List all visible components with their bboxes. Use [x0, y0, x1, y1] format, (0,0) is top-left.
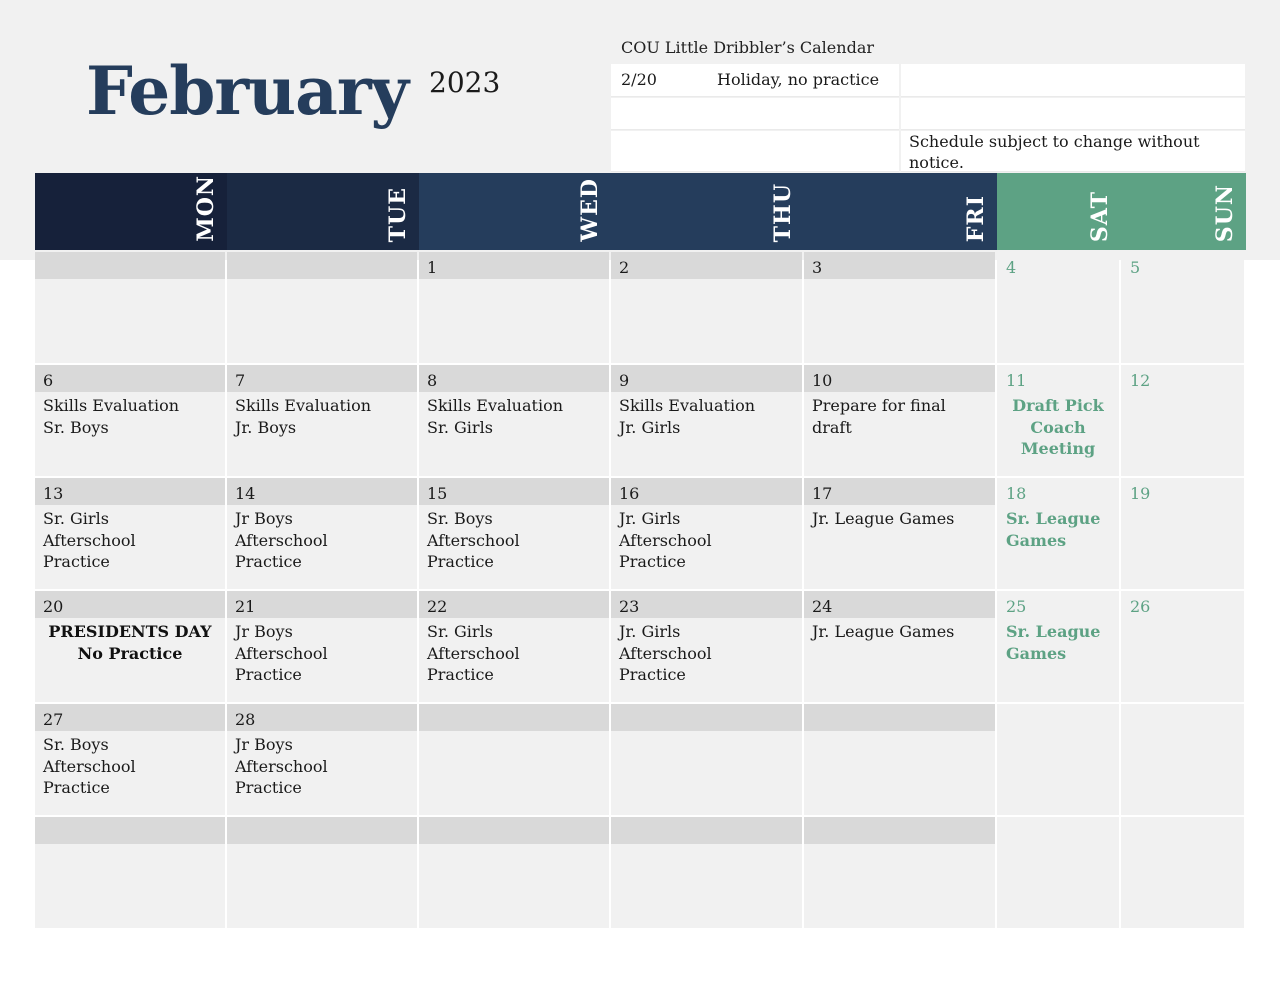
weekday-label: SAT — [1087, 190, 1113, 242]
event-line: Jr. Boys — [235, 417, 297, 437]
day-header-strip — [611, 704, 802, 731]
day-event-text — [1006, 508, 1115, 551]
day-number: 6 — [43, 371, 54, 390]
day-event-text — [812, 395, 989, 438]
saturday-cell[interactable] — [997, 478, 1119, 589]
day-event-text — [427, 621, 603, 686]
event-line: Afterschool — [619, 643, 712, 663]
day-event-text — [812, 621, 989, 643]
day-cell[interactable] — [419, 478, 609, 589]
event-line: Sr. Boys — [43, 417, 109, 437]
day-header-strip — [804, 817, 995, 844]
day-header-strip — [611, 252, 802, 279]
day-cell[interactable] — [804, 704, 995, 815]
day-event-text — [997, 395, 1119, 460]
event-line: Practice — [619, 552, 686, 571]
calendar-week-row — [35, 365, 1246, 476]
event-line: Meeting — [1020, 439, 1096, 458]
event-line: Jr. League Games — [812, 622, 955, 641]
day-cell[interactable] — [419, 252, 609, 363]
event-line: Sr. Girls — [43, 509, 109, 528]
day-number: 15 — [427, 484, 448, 503]
day-header-strip — [227, 591, 417, 618]
day-header-strip — [35, 478, 225, 505]
event-line: Sr. League — [1006, 622, 1101, 641]
day-cell[interactable] — [227, 817, 417, 928]
event-line: Draft Pick — [1012, 396, 1104, 415]
event-line: Afterschool — [235, 530, 328, 550]
day-cell[interactable] — [611, 478, 802, 589]
event-line: Afterschool — [43, 756, 136, 776]
day-header-strip — [804, 252, 995, 279]
day-cell[interactable] — [35, 252, 225, 363]
day-number: 12 — [1130, 371, 1151, 390]
day-event-text — [235, 621, 411, 686]
event-line: Practice — [427, 552, 494, 571]
weekday-label: FRI — [963, 194, 989, 242]
weekday-label: THU — [770, 182, 796, 242]
sunday-cell[interactable] — [1121, 252, 1244, 363]
saturday-cell[interactable] — [997, 365, 1119, 476]
calendar-week-row — [35, 704, 1246, 815]
day-cell[interactable] — [611, 704, 802, 815]
weekday-label: SUN — [1212, 183, 1238, 242]
note-text: Holiday, no practice — [717, 70, 880, 89]
day-cell[interactable] — [419, 817, 609, 928]
calendar-week-row — [35, 478, 1246, 589]
event-line: Practice — [43, 552, 110, 571]
day-cell[interactable] — [35, 478, 225, 589]
day-number: 26 — [1130, 597, 1151, 616]
event-line: Jr. Girls — [619, 417, 681, 437]
day-number: 5 — [1130, 258, 1141, 277]
event-line: Afterschool — [427, 530, 520, 550]
day-header-strip — [35, 817, 225, 844]
event-line: Afterschool — [235, 756, 328, 776]
weekday-header-mon — [35, 173, 227, 250]
notes-cell — [611, 131, 899, 172]
weekday-header-sun — [1121, 173, 1246, 250]
weekday-label: TUE — [385, 186, 411, 242]
day-header-strip — [419, 591, 609, 618]
day-event-text — [235, 508, 411, 573]
day-header-strip — [227, 478, 417, 505]
day-number: 7 — [235, 371, 246, 390]
event-line: Practice — [43, 778, 110, 797]
day-number: 18 — [1006, 484, 1027, 503]
day-number: 13 — [43, 484, 64, 503]
day-number: 8 — [427, 371, 438, 390]
sunday-cell[interactable] — [1121, 704, 1244, 815]
event-line: Sr. Girls — [427, 622, 493, 641]
weekday-header-wed — [419, 173, 611, 250]
event-line: Practice — [427, 665, 494, 684]
day-cell[interactable] — [227, 365, 417, 476]
day-cell[interactable] — [227, 252, 417, 363]
weekday-header-thu — [611, 173, 804, 250]
day-cell[interactable] — [804, 252, 995, 363]
day-header-strip — [35, 252, 225, 279]
day-header-strip — [35, 704, 225, 731]
event-line: Afterschool — [427, 643, 520, 663]
day-cell[interactable] — [35, 591, 225, 702]
day-header-strip — [35, 591, 225, 618]
day-event-text — [235, 395, 411, 438]
day-event-text — [43, 395, 219, 438]
day-header-strip — [419, 704, 609, 731]
day-event-text — [619, 395, 796, 438]
event-line: PRESIDENTS DAY — [48, 622, 212, 641]
event-line: Games — [1006, 643, 1067, 663]
event-line: Prepare for final — [812, 396, 946, 415]
note-date: 2/20 — [621, 70, 657, 89]
weekday-header-sat — [997, 173, 1121, 250]
event-line: Skills Evaluation — [619, 396, 756, 415]
day-number: 27 — [43, 710, 64, 729]
calendar-week-row — [35, 591, 1246, 702]
day-cell[interactable] — [611, 252, 802, 363]
event-line: Sr. Girls — [427, 417, 493, 437]
day-cell[interactable] — [804, 817, 995, 928]
event-line: Jr Boys — [235, 509, 293, 528]
day-header-strip — [227, 704, 417, 731]
sunday-cell[interactable] — [1121, 817, 1244, 928]
month-title: February — [86, 52, 409, 130]
event-line: Practice — [235, 552, 302, 571]
day-event-text — [35, 621, 225, 664]
saturday-cell[interactable] — [997, 704, 1119, 815]
day-event-text — [43, 734, 219, 799]
event-line: Sr. Boys — [43, 735, 109, 754]
day-number: 19 — [1130, 484, 1151, 503]
event-line: Practice — [619, 665, 686, 684]
event-line: Sr. Boys — [427, 509, 493, 528]
day-number: 17 — [812, 484, 833, 503]
day-header-strip — [419, 478, 609, 505]
event-line: Jr. League Games — [812, 509, 955, 528]
day-number: 16 — [619, 484, 640, 503]
weekday-header-tue — [227, 173, 419, 250]
event-line: Jr Boys — [235, 735, 293, 754]
notes-cell — [611, 98, 899, 130]
event-line: No Practice — [77, 643, 183, 663]
day-event-text — [427, 508, 603, 573]
day-event-text — [812, 508, 989, 530]
day-header-strip — [419, 252, 609, 279]
day-number: 20 — [43, 597, 64, 616]
day-header-strip — [227, 365, 417, 392]
day-number: 28 — [235, 710, 256, 729]
sunday-cell[interactable] — [1121, 591, 1244, 702]
day-cell[interactable] — [611, 817, 802, 928]
day-header-strip — [419, 365, 609, 392]
calendar-week-row — [35, 817, 1246, 928]
day-header-strip — [611, 478, 802, 505]
day-number: 2 — [619, 258, 630, 277]
day-number: 3 — [812, 258, 823, 277]
day-header-strip — [227, 252, 417, 279]
event-line: Coach — [1030, 417, 1086, 437]
day-event-text — [427, 395, 603, 438]
weekday-header-fri — [804, 173, 997, 250]
day-header-strip — [35, 365, 225, 392]
saturday-cell[interactable] — [997, 817, 1119, 928]
notes-title: COU Little Dribbler’s Calendar — [621, 38, 874, 57]
day-number: 21 — [235, 597, 256, 616]
event-line: Skills Evaluation — [235, 396, 372, 415]
sunday-cell[interactable] — [1121, 365, 1244, 476]
day-cell[interactable] — [804, 478, 995, 589]
day-cell[interactable] — [419, 704, 609, 815]
event-line: Skills Evaluation — [427, 396, 564, 415]
event-line: Skills Evaluation — [43, 396, 180, 415]
day-cell[interactable] — [611, 365, 802, 476]
calendar-week-row — [35, 252, 1246, 363]
day-number: 23 — [619, 597, 640, 616]
event-line: draft — [812, 417, 852, 437]
day-number: 10 — [812, 371, 833, 390]
day-header-strip — [419, 817, 609, 844]
event-line: Afterschool — [235, 643, 328, 663]
sunday-cell[interactable] — [1121, 478, 1244, 589]
day-event-text — [235, 734, 411, 799]
weekday-label: WED — [577, 178, 603, 242]
day-cell[interactable] — [35, 817, 225, 928]
day-number: 9 — [619, 371, 630, 390]
schedule-disclaimer: Schedule subject to change without notice. — [909, 132, 1200, 172]
event-line: Afterschool — [619, 530, 712, 550]
year-label: 2023 — [429, 66, 501, 99]
saturday-cell[interactable] — [997, 252, 1119, 363]
event-line: Practice — [235, 665, 302, 684]
event-line: Afterschool — [43, 530, 136, 550]
day-number: 1 — [427, 258, 438, 277]
day-cell[interactable] — [419, 365, 609, 476]
day-number: 14 — [235, 484, 256, 503]
day-cell[interactable] — [611, 591, 802, 702]
day-cell[interactable] — [35, 365, 225, 476]
day-cell[interactable] — [227, 478, 417, 589]
event-line: Practice — [235, 778, 302, 797]
day-number: 25 — [1006, 597, 1027, 616]
day-number: 11 — [1006, 371, 1027, 390]
day-cell[interactable] — [35, 704, 225, 815]
day-header-strip — [611, 591, 802, 618]
day-event-text — [619, 508, 796, 573]
day-header-strip — [804, 591, 995, 618]
day-cell[interactable] — [227, 704, 417, 815]
day-cell[interactable] — [419, 591, 609, 702]
day-cell[interactable] — [804, 591, 995, 702]
notes-cell — [901, 64, 1245, 97]
day-event-text — [43, 508, 219, 573]
event-line: Sr. League — [1006, 509, 1101, 528]
day-cell[interactable] — [804, 365, 995, 476]
event-line: Games — [1006, 530, 1067, 550]
day-header-strip — [227, 817, 417, 844]
day-header-strip — [804, 478, 995, 505]
day-header-strip — [611, 817, 802, 844]
saturday-cell[interactable] — [997, 591, 1119, 702]
day-event-text — [619, 621, 796, 686]
day-event-text — [1006, 621, 1115, 664]
event-line: Jr Boys — [235, 622, 293, 641]
day-header-strip — [611, 365, 802, 392]
day-number: 22 — [427, 597, 448, 616]
day-header-strip — [804, 704, 995, 731]
weekday-label: MON — [193, 175, 219, 242]
day-cell[interactable] — [227, 591, 417, 702]
event-line: Jr. Girls — [619, 622, 681, 641]
day-number: 24 — [812, 597, 833, 616]
event-line: Jr. Girls — [619, 509, 681, 528]
day-number: 4 — [1006, 258, 1017, 277]
notes-cell — [901, 98, 1245, 130]
day-header-strip — [804, 365, 995, 392]
